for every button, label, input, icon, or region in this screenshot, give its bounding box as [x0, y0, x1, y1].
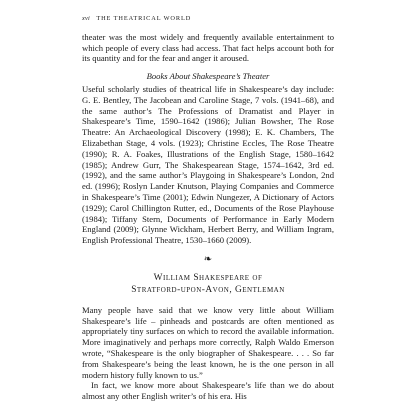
page-number: xvi [82, 15, 90, 22]
section-heading: Books About Shakespeare’s Theater [146, 71, 270, 82]
chapter-title-line-1: William Shakespeare of [153, 272, 263, 283]
chapter-title-line-2: Stratford-upon-Avon, Gentleman [131, 285, 285, 296]
chapter-title [82, 272, 334, 297]
continuation-paragraph: theater was the most widely and frequently available entertainment to which people of every class had access. That fact helps account both for its quantity and for the fear and anger it aroused. [82, 31, 334, 64]
book-page [82, 14, 334, 402]
bibliography-paragraph: Useful scholarly studies of theatrical life in Shakespeare’s day include: G. E. Bentley, The Jacobean and Caroline Stage, 7 vols. (1941–68), and the same author’s The Professions of Dramatist and Player in Shakespeare’s Time, 1590–1642 (1986); Julian Bowsher, The Rose Theatre: An Archaeological Discovery (1998); E. K. Chambers, The Elizabethan Stage, 4 vols. (1923); Christine Eccles, The Rose Theatre (1990); R. A. Foakes, Illustrations of the English Stage, 1580–1642 (1985); Andrew Gurr, The Shakespearean Stage, 1574–1642, 3rd ed. (1992), and the same author’s Playgoing in Shakespeare’s London, 2nd ed. (1996); Roslyn Lander Knutson, Playing Companies and Commerce in Shakespeare’s Time (2001); Edwin Nungezer, A Dictionary of Actors (1929); Carol Chillington Rutter, ed., Documents of the Rose Playhouse (1984); Tiffany Stern, Documents of Performance in Early Modern England (2009); Glynne Wickham, Herbert Berry, and William Ingram, English Professional Theatre, 1530–1660 (2009). [82, 83, 334, 246]
running-head [82, 14, 334, 25]
body-paragraph-1: Many people have said that we know very little about William Shakespeare’s life – pinheads and postcards are often mentioned as appropriately tiny surfaces on which to record the available information. More imaginatively and perhaps more correctly, Ralph Waldo Emerson wrote, “Shakespeare is the only biographer of Shakespeare. . . . So far from Shakespeare’s being the least known, he is the one person in all modern history fully known to us.” [82, 304, 334, 380]
fleuron-ornament: ❧ [203, 253, 213, 265]
running-head-title: THE THEATRICAL WORLD [96, 15, 192, 22]
body-paragraph-2: In fact, we know more about Shakespeare’s life than we do about almost any other English writer’s of his era. His [82, 380, 334, 402]
